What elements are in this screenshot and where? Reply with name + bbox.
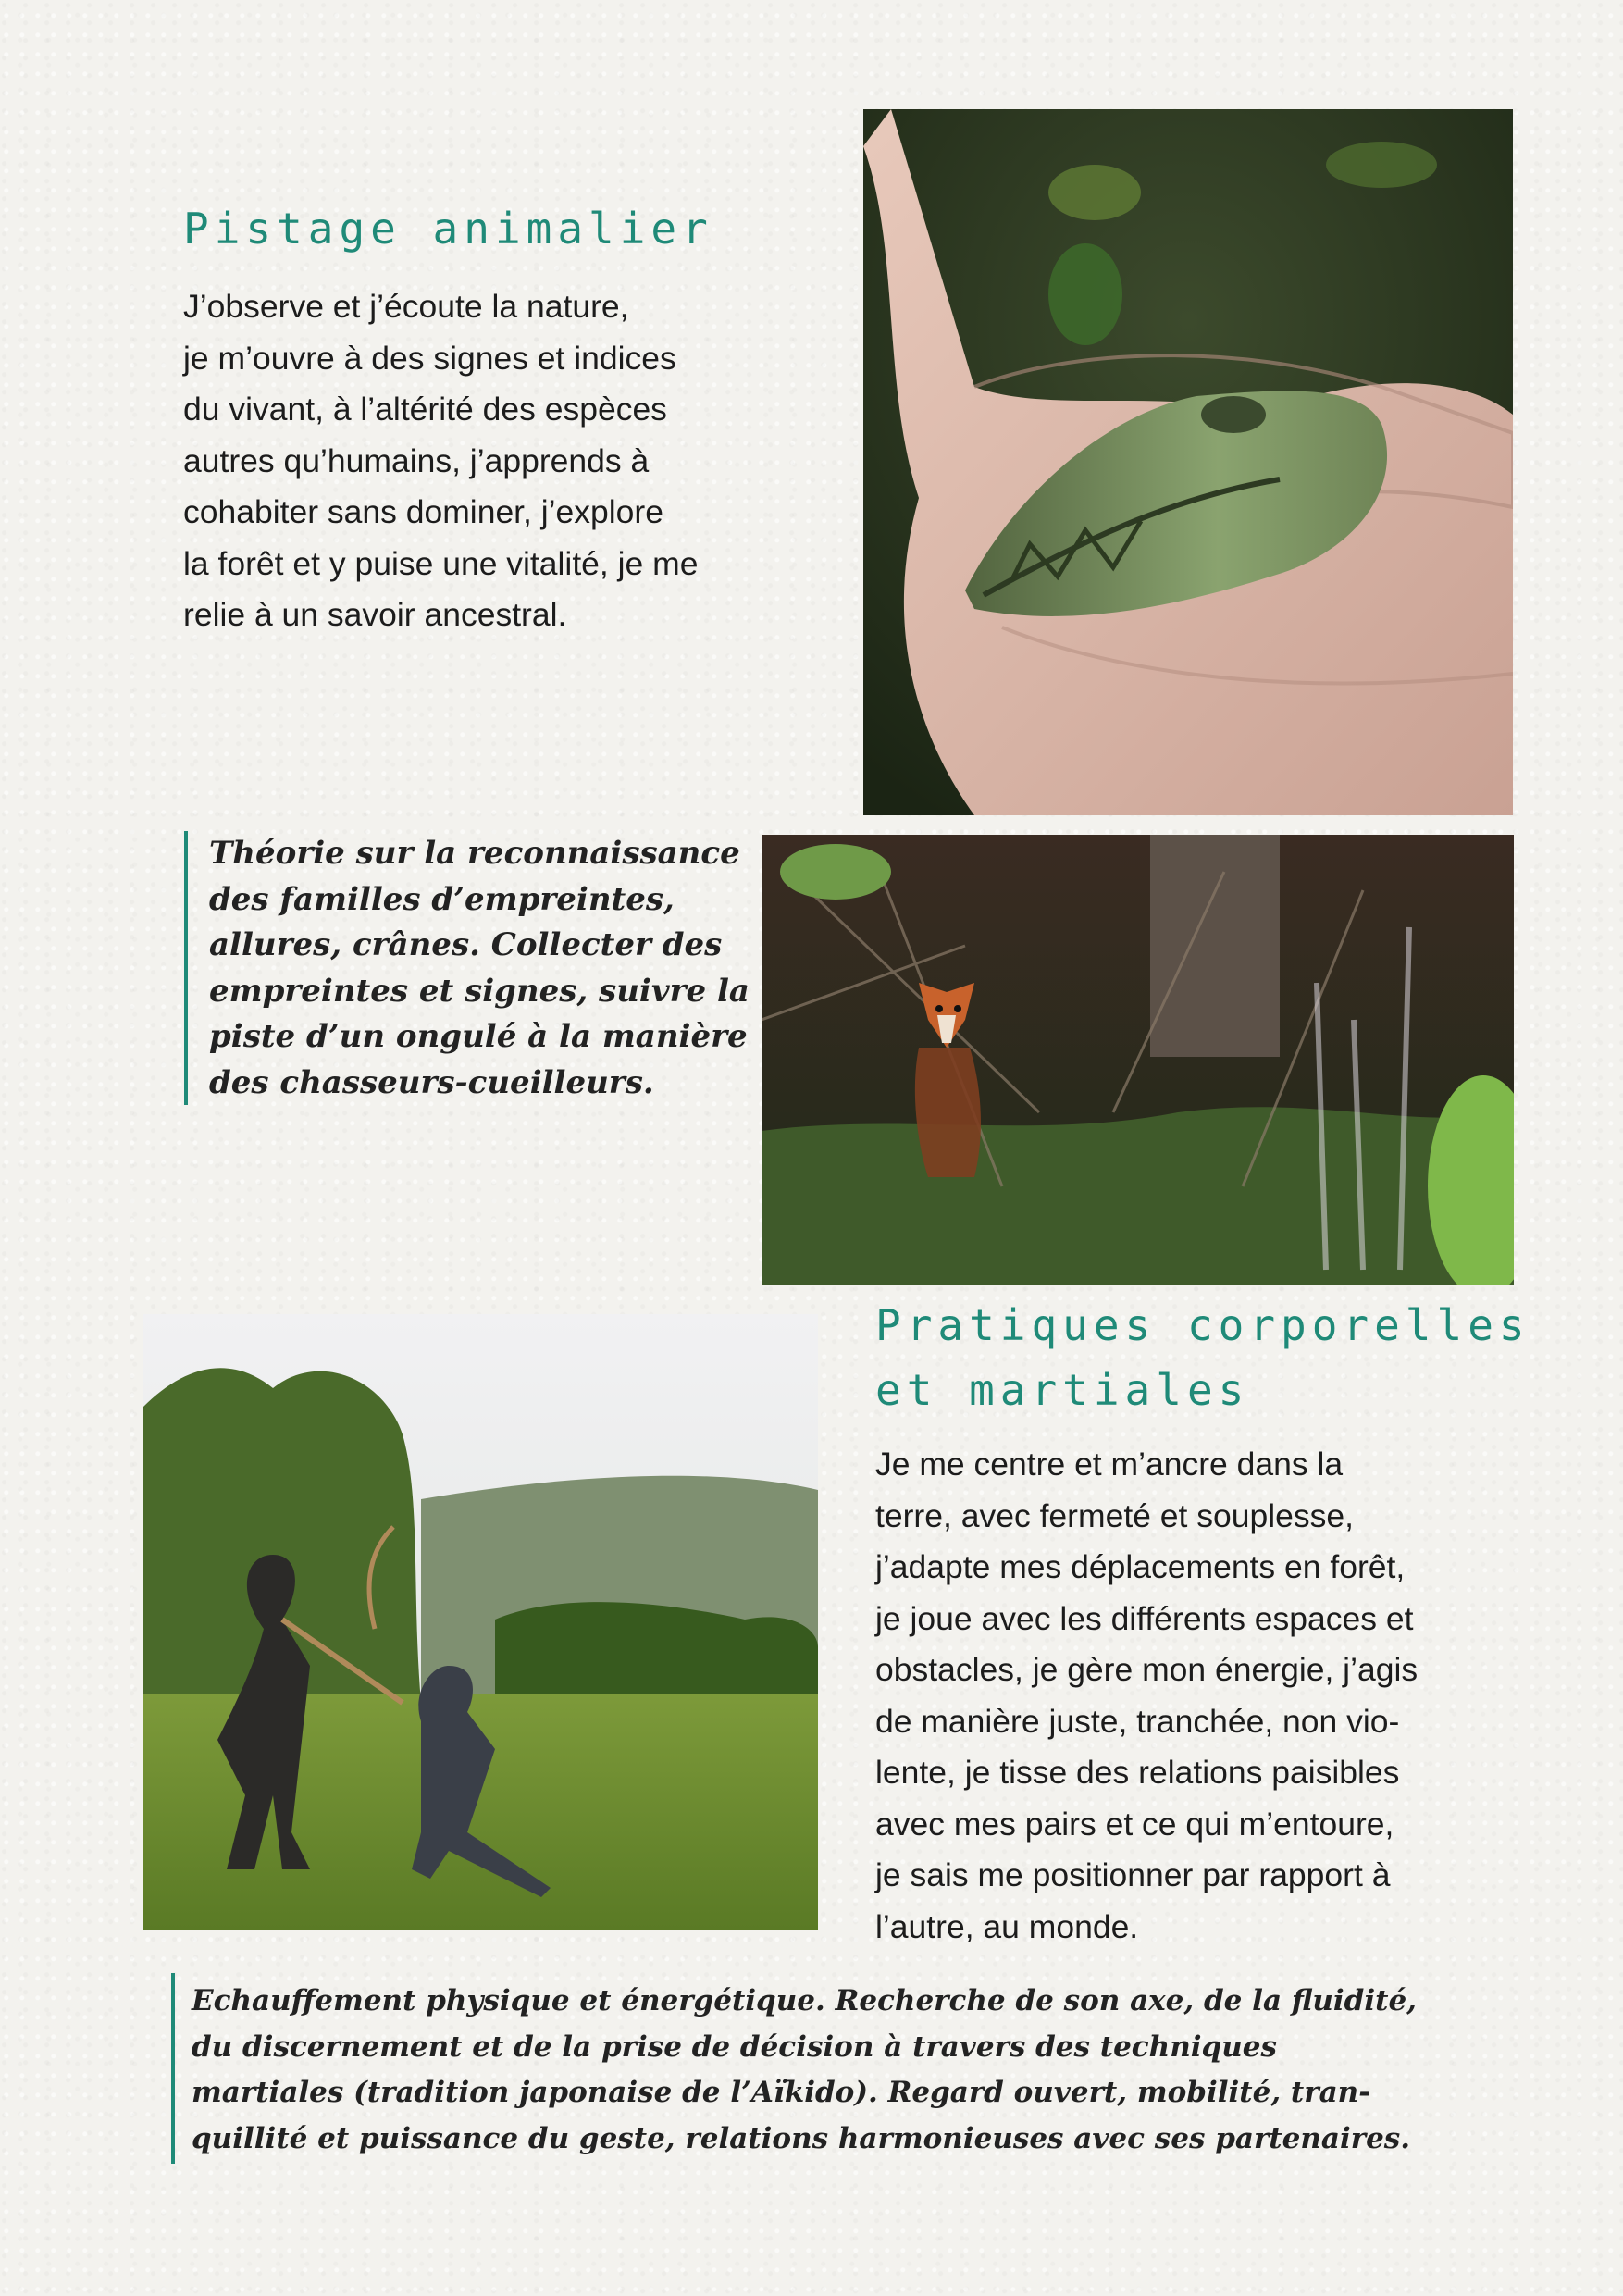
- pistage-line: la forêt et y puise une vitalité, je me: [183, 544, 699, 582]
- heading-line: et martiales: [875, 1365, 1250, 1415]
- pistage-line: relie à un savoir ancestral.: [183, 596, 567, 633]
- pratiques-line: j’adapte mes déplacements en forêt,: [875, 1548, 1406, 1585]
- pistage-line: autres qu’humains, j’apprends à: [183, 441, 650, 479]
- pistage-line: du vivant, à l’altérité des espèces: [183, 391, 667, 428]
- quote-line: quillité et puissance du geste, relations harmonieuses avec ses partenaires.: [192, 2121, 1411, 2155]
- pratiques-line: lente, je tisse des relations paisibles: [875, 1754, 1400, 1791]
- pratiques-line: de manière juste, tranchée, non vio-: [875, 1702, 1400, 1740]
- heading-pistage: Pistage animalier: [183, 204, 713, 254]
- quote-line: allures, crânes. Collecter des: [209, 926, 723, 963]
- pratiques-line: terre, avec fermeté et souplesse,: [875, 1496, 1354, 1534]
- quote-bar: [171, 1973, 175, 2164]
- heading-line: Pratiques corporelles: [875, 1300, 1530, 1350]
- skull-in-hand-photo: [863, 109, 1513, 815]
- quote-line: piste d’un ongulé à la manière: [209, 1018, 748, 1055]
- pratiques-quote: [192, 1979, 1417, 2162]
- pratiques-paragraph: [875, 1439, 1418, 1953]
- quote-line: du discernement et de la prise de décision à travers des techniques: [192, 2029, 1277, 2064]
- pratiques-line: avec mes pairs et ce qui m’entoure,: [875, 1805, 1394, 1843]
- heading-pratiques-wrapper: [875, 1293, 1530, 1422]
- pratiques-line: obstacles, je gère mon énergie, j’agis: [875, 1651, 1419, 1688]
- pistage-line: J’observe et j’écoute la nature,: [183, 288, 629, 325]
- quote-line: empreintes et signes, suivre la: [209, 972, 750, 1010]
- quote-bar: [184, 831, 188, 1105]
- heading-pratiques: [875, 1293, 1530, 1422]
- quote-line: des familles d’empreintes,: [209, 880, 675, 918]
- fox-photo: [762, 835, 1514, 1285]
- pistage-paragraph: [183, 281, 698, 641]
- quote-line: martiales (tradition japonaise de l’Aïkido). Regard ouvert, mobilité, tran-: [192, 2076, 1371, 2109]
- pistage-line: je m’ouvre à des signes et indices: [183, 339, 676, 377]
- quote-line: Echauffement physique et énergétique. Recherche de son axe, de la fluidité,: [192, 1984, 1417, 2017]
- pratiques-line: l’autre, au monde.: [875, 1907, 1139, 1945]
- pratiques-line: je joue avec les différents espaces et: [875, 1599, 1414, 1637]
- pistage-quote: [209, 831, 750, 1106]
- quote-line: des chasseurs-cueilleurs.: [209, 1063, 654, 1101]
- martial-arts-photo: [143, 1314, 818, 1930]
- quote-line: Théorie sur la reconnaissance: [209, 835, 740, 872]
- pratiques-line: je sais me positionner par rapport à: [875, 1856, 1391, 1893]
- pratiques-line: Je me centre et m’ancre dans la: [875, 1446, 1344, 1483]
- pistage-line: cohabiter sans dominer, j’explore: [183, 493, 663, 530]
